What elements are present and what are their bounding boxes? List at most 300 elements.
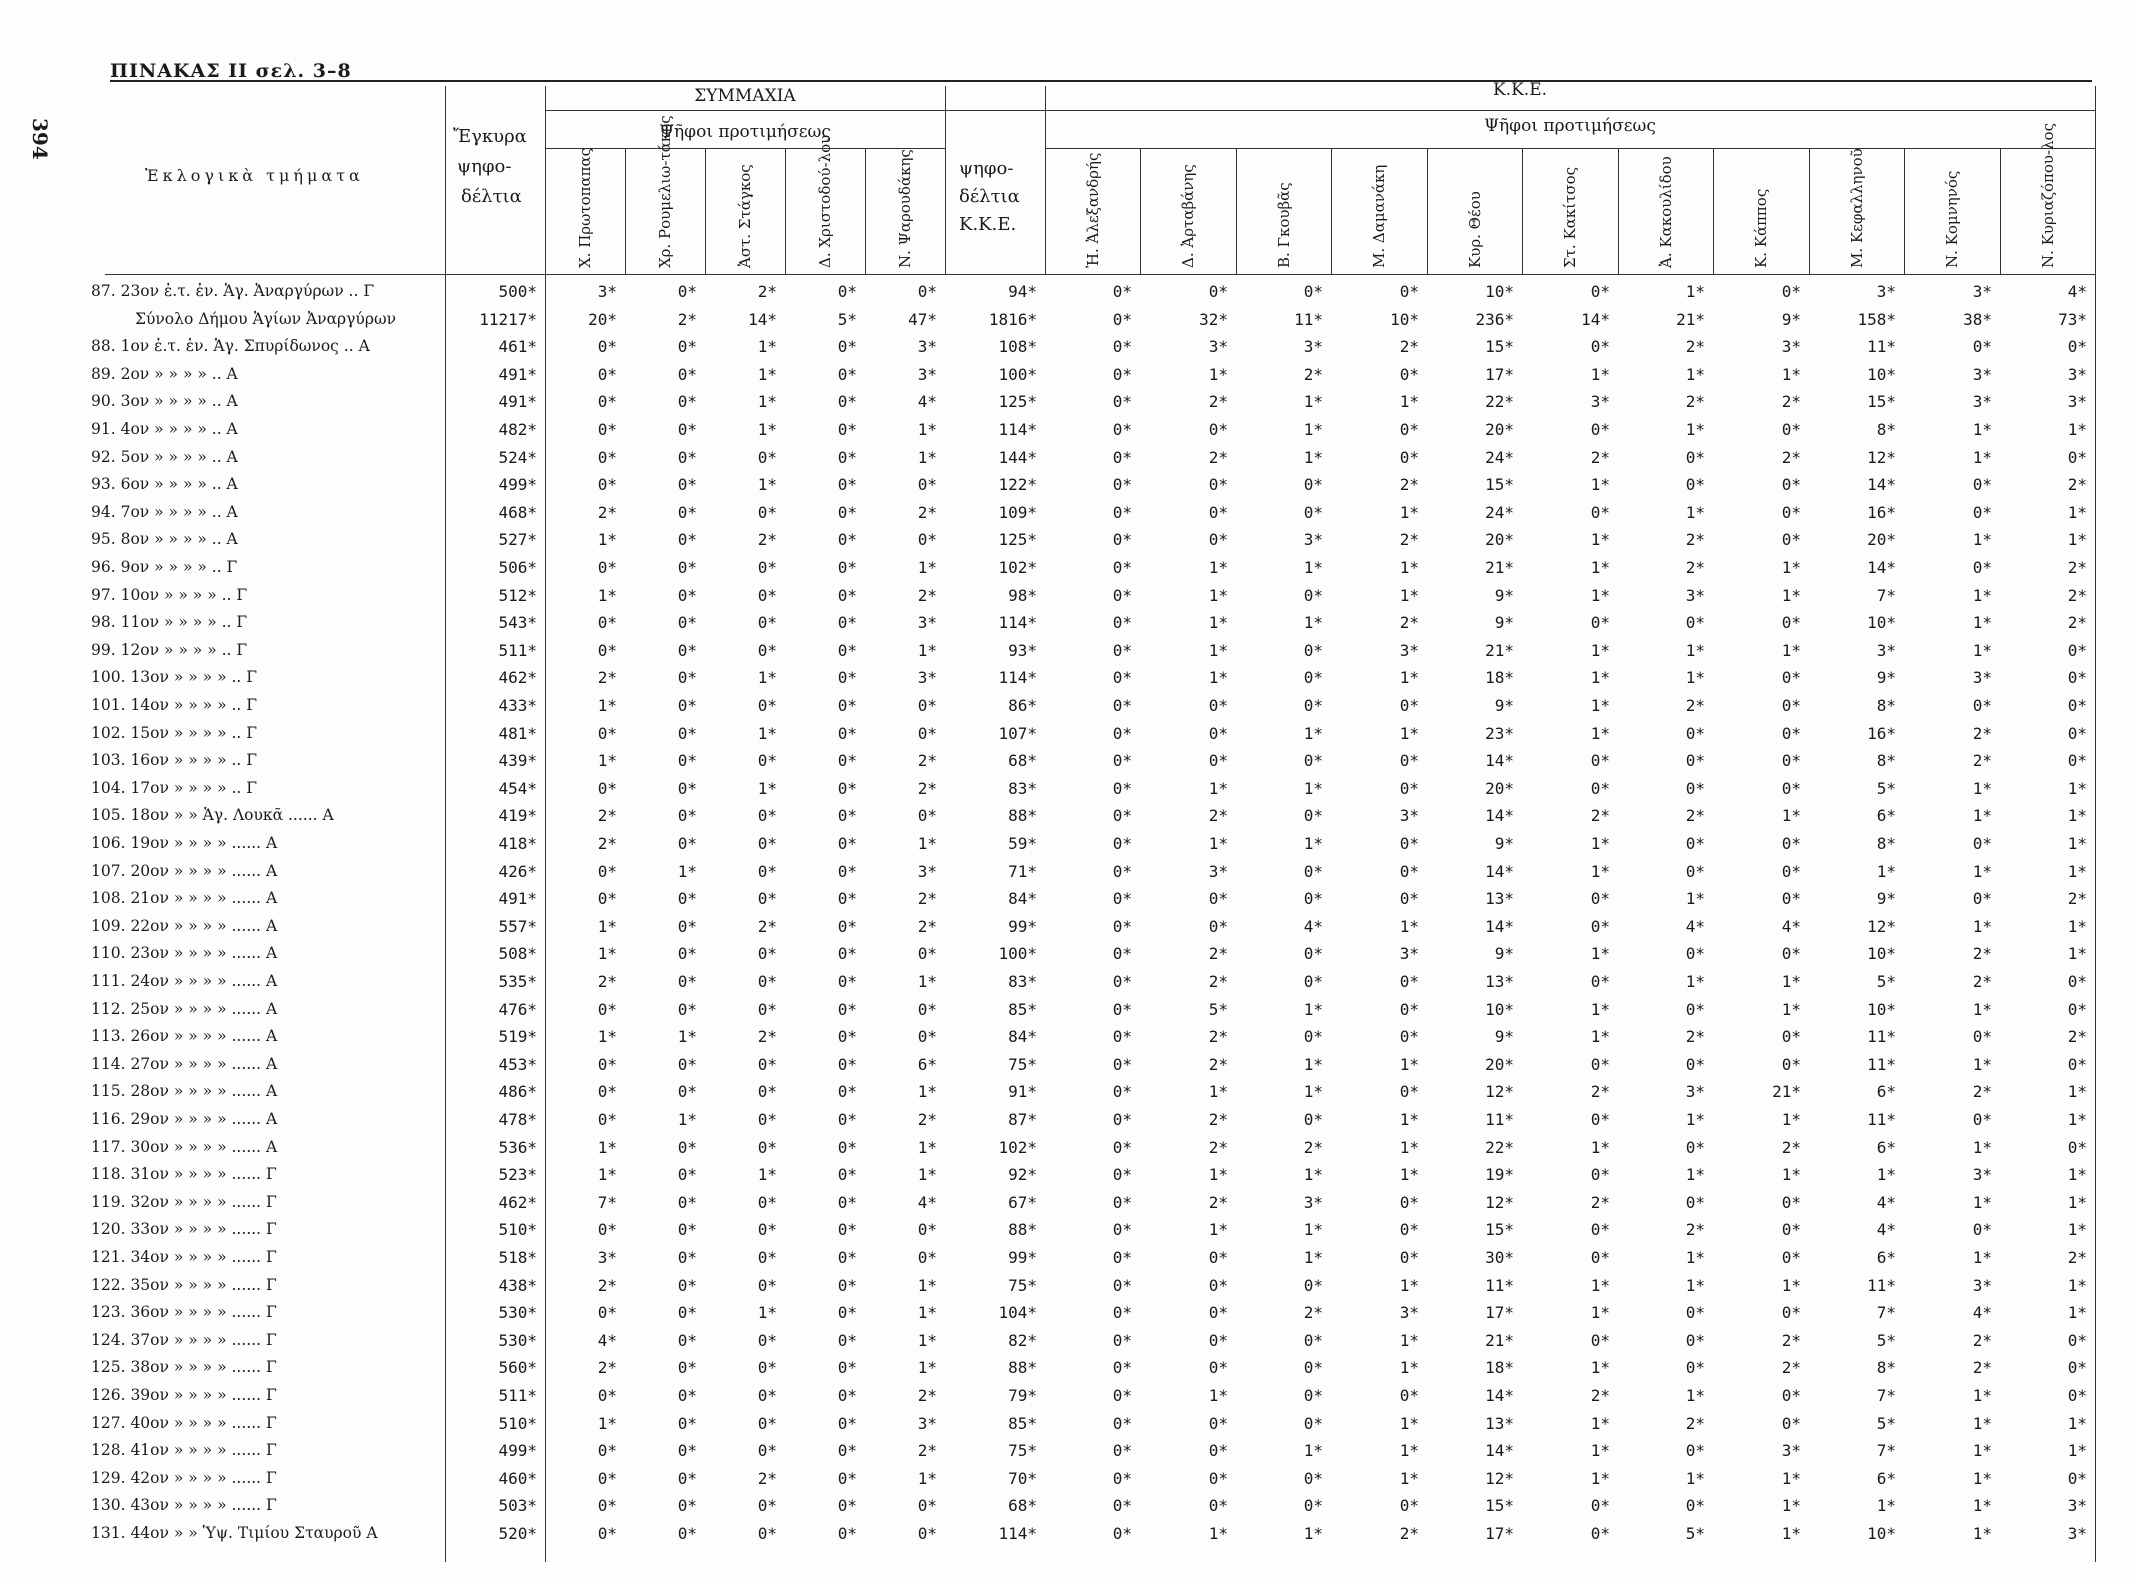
- table-cell: 1*: [1685, 668, 1705, 688]
- table-row: [91, 942, 2095, 970]
- table-cell: 108*: [998, 337, 1037, 357]
- row-label: 109. 22ον » » » » ...... Α: [91, 916, 278, 935]
- table-cell: 1*: [1590, 640, 1610, 660]
- table-cell: 1*: [1590, 1303, 1610, 1323]
- table-cell: 1*: [1972, 1468, 1992, 1488]
- table-cell: 1*: [1685, 1275, 1705, 1295]
- kke-candidate-header: Ἠ. Ἀλεξανδρής: [1083, 152, 1102, 268]
- table-cell: 2*: [2067, 889, 2087, 909]
- column-rule: [1427, 148, 1428, 274]
- table-cell: 0*: [1590, 1054, 1610, 1074]
- table-cell: 439*: [498, 751, 537, 771]
- table-cell: 1816*: [988, 309, 1037, 329]
- table-cell: 3*: [2067, 392, 2087, 412]
- table-cell: 1*: [1399, 1275, 1419, 1295]
- table-cell: 5*: [1876, 972, 1896, 991]
- table-cell: 1*: [1590, 364, 1610, 384]
- table-cell: 1*: [2067, 1220, 2087, 1240]
- table-cell: 0*: [1112, 1082, 1132, 1102]
- table-cell: 0*: [837, 1110, 857, 1129]
- table-cell: 2*: [1399, 337, 1419, 357]
- table-cell: 0*: [837, 1303, 857, 1323]
- table-cell: 0*: [1208, 502, 1228, 522]
- table-cell: 1*: [757, 364, 777, 384]
- table-cell: 0*: [2067, 337, 2087, 357]
- row-label: 110. 23ον » » » » ...... Α: [91, 944, 278, 963]
- table-cell: 2*: [1590, 447, 1610, 467]
- table-row: [91, 584, 2095, 612]
- table-cell: 15*: [1485, 337, 1514, 357]
- table-cell: 0*: [1399, 1496, 1419, 1516]
- label-column-header: Ἐκλογικὰ τμήματα: [145, 166, 364, 185]
- table-cell: 93*: [1008, 640, 1037, 660]
- table-cell: 0*: [1208, 889, 1228, 909]
- table-cell: 0*: [1590, 337, 1610, 357]
- table-cell: 83*: [1008, 778, 1037, 798]
- table-cell: 0*: [1303, 1275, 1323, 1295]
- table-cell: 0*: [837, 392, 857, 412]
- table-cell: 0*: [1303, 751, 1323, 771]
- table-cell: 0*: [1685, 1330, 1705, 1350]
- table-cell: 2*: [1208, 1110, 1228, 1129]
- table-cell: 1*: [917, 447, 937, 467]
- table-cell: 0*: [1112, 723, 1132, 743]
- table-cell: 0*: [917, 1027, 937, 1047]
- table-cell: 1*: [917, 1082, 937, 1102]
- table-cell: 1*: [757, 1303, 777, 1323]
- table-cell: 1*: [1781, 972, 1801, 991]
- table-cell: 2*: [917, 502, 937, 522]
- table-cell: 0*: [917, 475, 937, 495]
- table-row: [91, 1467, 2095, 1495]
- row-label: 89. 2ον » » » » .. Α: [91, 364, 238, 383]
- table-cell: 0*: [1399, 1192, 1419, 1212]
- table-cell: 11*: [1867, 1054, 1896, 1074]
- table-cell: 0*: [677, 1054, 697, 1074]
- kke-candidate-header: Β. Γκουβᾶς: [1274, 182, 1293, 268]
- table-cell: 0*: [677, 834, 697, 853]
- row-label: 129. 42ον » » » » ...... Γ: [91, 1468, 277, 1487]
- table-cell: 0*: [1685, 861, 1705, 881]
- row-label: 117. 30ον » » » » ...... Α: [91, 1137, 278, 1156]
- table-cell: 73*: [2058, 309, 2087, 329]
- table-cell: 0*: [1590, 916, 1610, 936]
- table-cell: 0*: [1303, 806, 1323, 826]
- table-row: [91, 1439, 2095, 1467]
- table-cell: 3*: [1303, 530, 1323, 550]
- table-cell: 0*: [1303, 282, 1323, 301]
- table-cell: 0*: [1112, 1137, 1132, 1157]
- table-cell: 2*: [1303, 1303, 1323, 1323]
- table-cell: 0*: [1399, 778, 1419, 798]
- table-cell: 2*: [757, 530, 777, 550]
- table-cell: 511*: [498, 1386, 537, 1405]
- table-cell: 1*: [1685, 640, 1705, 660]
- column-rule: [625, 148, 626, 274]
- row-label: 121. 34ον » » » » ...... Γ: [91, 1248, 277, 1266]
- table-cell: 0*: [677, 392, 697, 412]
- table-cell: 0*: [837, 475, 857, 495]
- table-cell: 1*: [2067, 1192, 2087, 1212]
- table-cell: 3*: [1781, 1441, 1801, 1461]
- table-cell: 10*: [1390, 309, 1419, 329]
- table-cell: 2*: [1208, 1054, 1228, 1074]
- table-cell: 0*: [1112, 806, 1132, 826]
- table-cell: 1*: [917, 420, 937, 439]
- table-cell: 2*: [597, 668, 617, 688]
- table-cell: 0*: [837, 585, 857, 605]
- table-row: [91, 832, 2095, 860]
- table-row: [91, 1301, 2095, 1329]
- valid-ballots-header-line3: δέλτια: [461, 186, 522, 207]
- table-cell: 2*: [1685, 392, 1705, 412]
- table-cell: 2*: [757, 282, 777, 301]
- table-row: [91, 335, 2095, 363]
- table-cell: 1*: [1303, 1165, 1323, 1185]
- table-cell: 0*: [1972, 337, 1992, 357]
- table-cell: 1*: [1590, 834, 1610, 853]
- table-cell: 1*: [2067, 1165, 2087, 1185]
- table-cell: 4*: [1876, 1220, 1896, 1240]
- table-cell: 0*: [1112, 1524, 1132, 1543]
- table-cell: 0*: [1112, 944, 1132, 964]
- table-cell: 0*: [677, 1275, 697, 1295]
- table-cell: 0*: [2067, 1358, 2087, 1378]
- table-cell: 10*: [1867, 999, 1896, 1019]
- table-cell: 0*: [1208, 1358, 1228, 1378]
- row-label: 115. 28ον » » » » ...... Α: [91, 1082, 278, 1101]
- table-row: [91, 528, 2095, 556]
- table-cell: 1*: [1590, 723, 1610, 743]
- table-cell: 0*: [757, 1524, 777, 1543]
- table-cell: 503*: [498, 1496, 537, 1516]
- table-cell: 19*: [1485, 1165, 1514, 1185]
- column-rule: [785, 148, 786, 274]
- table-cell: 2*: [1685, 1413, 1705, 1433]
- table-row: [91, 1384, 2095, 1412]
- table-cell: 2*: [757, 916, 777, 936]
- table-cell: 3*: [1876, 282, 1896, 301]
- table-cell: 1*: [1208, 585, 1228, 605]
- row-label: 99. 12ον » » » » .. Γ: [91, 640, 248, 659]
- symmaxia-candidate-header: Ν. Ψαρουδάκης: [896, 149, 914, 268]
- column-rule: [1045, 86, 1046, 274]
- column-rule: [1522, 148, 1523, 274]
- table-cell: 122*: [998, 475, 1037, 495]
- table-cell: 4*: [597, 1330, 617, 1350]
- table-cell: 8*: [1876, 751, 1896, 771]
- table-row: [91, 1053, 2095, 1081]
- table-cell: 0*: [1685, 1303, 1705, 1323]
- column-rule: [1618, 148, 1619, 274]
- table-cell: 0*: [1685, 834, 1705, 853]
- table-cell: 14*: [1485, 1386, 1514, 1405]
- table-cell: 0*: [1781, 1248, 1801, 1267]
- column-rule: [1713, 148, 1714, 274]
- table-cell: 0*: [677, 668, 697, 688]
- table-cell: 2*: [2067, 613, 2087, 633]
- table-cell: 1*: [1972, 530, 1992, 550]
- table-cell: 1*: [1208, 1082, 1228, 1102]
- table-cell: 0*: [1590, 1330, 1610, 1350]
- table-cell: 1*: [1303, 392, 1323, 412]
- table-cell: 2*: [2067, 475, 2087, 495]
- table-cell: 4*: [917, 1192, 937, 1212]
- table-cell: 1*: [2067, 530, 2087, 550]
- table-cell: 47*: [908, 309, 937, 329]
- table-cell: 0*: [757, 944, 777, 964]
- row-label: Σύνολο Δήμου Ἁγίων Ἀναργύρων: [135, 309, 397, 328]
- table-cell: 0*: [1208, 1248, 1228, 1267]
- row-label: 130. 43ον » » » » ...... Γ: [91, 1496, 277, 1515]
- table-cell: 0*: [837, 834, 857, 853]
- table-cell: 0*: [837, 889, 857, 909]
- table-cell: 1*: [1208, 613, 1228, 633]
- table-cell: 0*: [917, 723, 937, 743]
- table-cell: 0*: [1590, 1220, 1610, 1240]
- table-cell: 1*: [1208, 668, 1228, 688]
- table-cell: 0*: [837, 999, 857, 1019]
- table-cell: 88*: [1008, 806, 1037, 826]
- table-cell: 0*: [757, 1220, 777, 1240]
- table-cell: 4*: [917, 392, 937, 412]
- row-label: 102. 15ον » » » » .. Γ: [91, 723, 258, 742]
- table-cell: 0*: [1303, 1358, 1323, 1378]
- column-rule: [1904, 148, 1905, 274]
- table-cell: 0*: [677, 1248, 697, 1267]
- table-cell: 2*: [2067, 1248, 2087, 1267]
- table-cell: 1*: [1685, 282, 1705, 301]
- table-cell: 0*: [677, 613, 697, 633]
- table-cell: 0*: [597, 1441, 617, 1461]
- table-cell: 0*: [1399, 834, 1419, 853]
- table-cell: 7*: [1876, 1386, 1896, 1405]
- table-cell: 2*: [1781, 392, 1801, 412]
- table-cell: 0*: [597, 1220, 617, 1240]
- table-cell: 0*: [757, 613, 777, 633]
- table-cell: 0*: [917, 530, 937, 550]
- row-label: 124. 37ον » » » » ...... Γ: [91, 1330, 277, 1349]
- table-row: [91, 887, 2095, 915]
- table-cell: 1*: [1781, 1524, 1801, 1543]
- table-cell: 476*: [498, 999, 537, 1019]
- table-cell: 0*: [1685, 999, 1705, 1019]
- table-cell: 0*: [677, 1137, 697, 1157]
- table-cell: 0*: [1112, 558, 1132, 577]
- table-cell: 1*: [597, 696, 617, 715]
- table-cell: 0*: [1303, 861, 1323, 881]
- table-cell: 20*: [588, 309, 617, 329]
- table-cell: 22*: [1485, 392, 1514, 412]
- table-cell: 535*: [498, 972, 537, 991]
- table-cell: 100*: [998, 364, 1037, 384]
- table-cell: 20*: [1485, 530, 1514, 550]
- table-cell: 0*: [837, 420, 857, 439]
- table-cell: 0*: [837, 1413, 857, 1433]
- table-cell: 9*: [1494, 834, 1514, 853]
- table-cell: 7*: [1876, 585, 1896, 605]
- table-cell: 0*: [1303, 1027, 1323, 1047]
- table-cell: 114*: [998, 668, 1037, 688]
- table-cell: 0*: [1781, 944, 1801, 964]
- table-cell: 0*: [1590, 972, 1610, 991]
- table-cell: 1*: [677, 1027, 697, 1047]
- table-cell: 0*: [917, 1248, 937, 1267]
- table-cell: 0*: [837, 530, 857, 550]
- table-cell: 75*: [1008, 1275, 1037, 1295]
- table-cell: 1*: [1972, 916, 1992, 936]
- table-cell: 0*: [1208, 916, 1228, 936]
- table-row: [91, 1108, 2095, 1136]
- table-cell: 9*: [1494, 944, 1514, 964]
- table-row: [91, 1080, 2095, 1108]
- table-cell: 0*: [1112, 364, 1132, 384]
- table-cell: 1*: [1590, 999, 1610, 1019]
- table-cell: 87*: [1008, 1110, 1037, 1129]
- table-cell: 10*: [1485, 282, 1514, 301]
- table-cell: 0*: [1112, 420, 1132, 439]
- table-cell: 24*: [1485, 447, 1514, 467]
- table-cell: 1*: [1399, 1441, 1419, 1461]
- table-cell: 0*: [1590, 889, 1610, 909]
- table-cell: 0*: [757, 1496, 777, 1516]
- table-cell: 1*: [1972, 999, 1992, 1019]
- table-cell: 0*: [757, 972, 777, 991]
- table-cell: 1*: [1972, 1441, 1992, 1461]
- table-cell: 0*: [2067, 1468, 2087, 1488]
- table-cell: 2*: [1399, 475, 1419, 495]
- table-cell: 1*: [1303, 1082, 1323, 1102]
- table-cell: 144*: [998, 447, 1037, 467]
- table-cell: 0*: [597, 558, 617, 577]
- table-cell: 1*: [1399, 392, 1419, 412]
- table-cell: 1*: [1399, 668, 1419, 688]
- table-cell: 0*: [1112, 834, 1132, 853]
- table-cell: 0*: [1208, 696, 1228, 715]
- table-cell: 158*: [1857, 309, 1896, 329]
- table-cell: 1*: [1303, 613, 1323, 633]
- table-cell: 0*: [917, 999, 937, 1019]
- table-cell: 11*: [1867, 1027, 1896, 1047]
- table-cell: 5*: [1208, 999, 1228, 1019]
- table-cell: 3*: [1876, 640, 1896, 660]
- table-cell: 1*: [917, 1468, 937, 1488]
- table-cell: 0*: [1399, 1220, 1419, 1240]
- table-cell: 21*: [1485, 640, 1514, 660]
- table-cell: 530*: [498, 1303, 537, 1323]
- table-cell: 4*: [1876, 1192, 1896, 1212]
- table-cell: 433*: [498, 696, 537, 715]
- table-cell: 0*: [837, 1082, 857, 1102]
- table-cell: 0*: [1112, 778, 1132, 798]
- table-cell: 5*: [837, 309, 857, 329]
- table-cell: 0*: [597, 640, 617, 660]
- table-cell: 1*: [1208, 364, 1228, 384]
- table-cell: 0*: [1781, 696, 1801, 715]
- table-cell: 0*: [1781, 1192, 1801, 1212]
- table-cell: 125*: [998, 392, 1037, 412]
- table-cell: 0*: [1112, 1441, 1132, 1461]
- table-cell: 0*: [1112, 530, 1132, 550]
- table-cell: 0*: [917, 1220, 937, 1240]
- table-cell: 102*: [998, 1137, 1037, 1157]
- row-label: 101. 14ον » » » » .. Γ: [91, 696, 258, 714]
- table-cell: 0*: [837, 944, 857, 964]
- table-cell: 0*: [1399, 696, 1419, 715]
- table-cell: 0*: [677, 1303, 697, 1323]
- table-cell: 0*: [677, 1496, 697, 1516]
- table-cell: 0*: [597, 613, 617, 633]
- table-row: [91, 1025, 2095, 1053]
- kke-ballots-header-line1: ψηφο-: [959, 158, 1014, 179]
- table-cell: 1*: [1781, 806, 1801, 826]
- table-cell: 6*: [1876, 1082, 1896, 1102]
- table-cell: 114*: [998, 613, 1037, 633]
- row-label: 106. 19ον » » » » ...... Α: [91, 834, 278, 852]
- table-cell: 0*: [837, 640, 857, 660]
- table-cell: 0*: [597, 1303, 617, 1323]
- table-cell: 1*: [1590, 1027, 1610, 1047]
- table-cell: 1*: [1972, 861, 1992, 881]
- table-cell: 506*: [498, 558, 537, 577]
- table-cell: 0*: [837, 1192, 857, 1212]
- table-cell: 1*: [1399, 558, 1419, 577]
- table-cell: 491*: [498, 364, 537, 384]
- table-cell: 9*: [1876, 668, 1896, 688]
- table-cell: 85*: [1008, 999, 1037, 1019]
- table-cell: 0*: [677, 1220, 697, 1240]
- row-label: 104. 17ον » » » » .. Γ: [91, 778, 258, 797]
- table-cell: 524*: [498, 447, 537, 467]
- table-cell: 1*: [1590, 861, 1610, 881]
- table-cell: 1*: [1781, 364, 1801, 384]
- table-cell: 7*: [1876, 1441, 1896, 1461]
- row-label: 108. 21ον » » » » ...... Α: [91, 889, 278, 908]
- table-cell: 499*: [498, 1441, 537, 1461]
- table-cell: 109*: [998, 502, 1037, 522]
- table-cell: 1*: [1208, 778, 1228, 798]
- table-cell: 3*: [1685, 585, 1705, 605]
- table-cell: 1*: [1781, 1468, 1801, 1488]
- table-cell: 17*: [1485, 1303, 1514, 1323]
- table-row: [105, 308, 2095, 336]
- table-cell: 75*: [1008, 1441, 1037, 1461]
- table-cell: 0*: [1685, 1137, 1705, 1157]
- table-cell: 99*: [1008, 1248, 1037, 1267]
- table-cell: 1*: [1303, 834, 1323, 853]
- table-cell: 5*: [1876, 778, 1896, 798]
- table-cell: 1*: [677, 1110, 697, 1129]
- results-table: [91, 80, 2095, 1562]
- table-cell: 13*: [1485, 889, 1514, 909]
- table-cell: 0*: [1781, 1303, 1801, 1323]
- table-cell: 0*: [757, 1386, 777, 1405]
- table-cell: 1*: [2067, 1082, 2087, 1102]
- table-cell: 419*: [498, 806, 537, 826]
- table-cell: 1*: [1399, 1413, 1419, 1433]
- table-cell: 1*: [1208, 1165, 1228, 1185]
- table-cell: 1*: [1399, 502, 1419, 522]
- table-cell: 3*: [1399, 640, 1419, 660]
- table-row: [91, 390, 2095, 418]
- table-cell: 0*: [1972, 502, 1992, 522]
- table-row: [91, 501, 2095, 529]
- table-cell: 426*: [498, 861, 537, 881]
- kke-candidate-header: Κ. Κάππος: [1752, 188, 1770, 268]
- table-cell: 12*: [1867, 916, 1896, 936]
- kke-candidate-header: Μ. Δαμανάκη: [1370, 164, 1388, 268]
- table-cell: 1*: [917, 972, 937, 991]
